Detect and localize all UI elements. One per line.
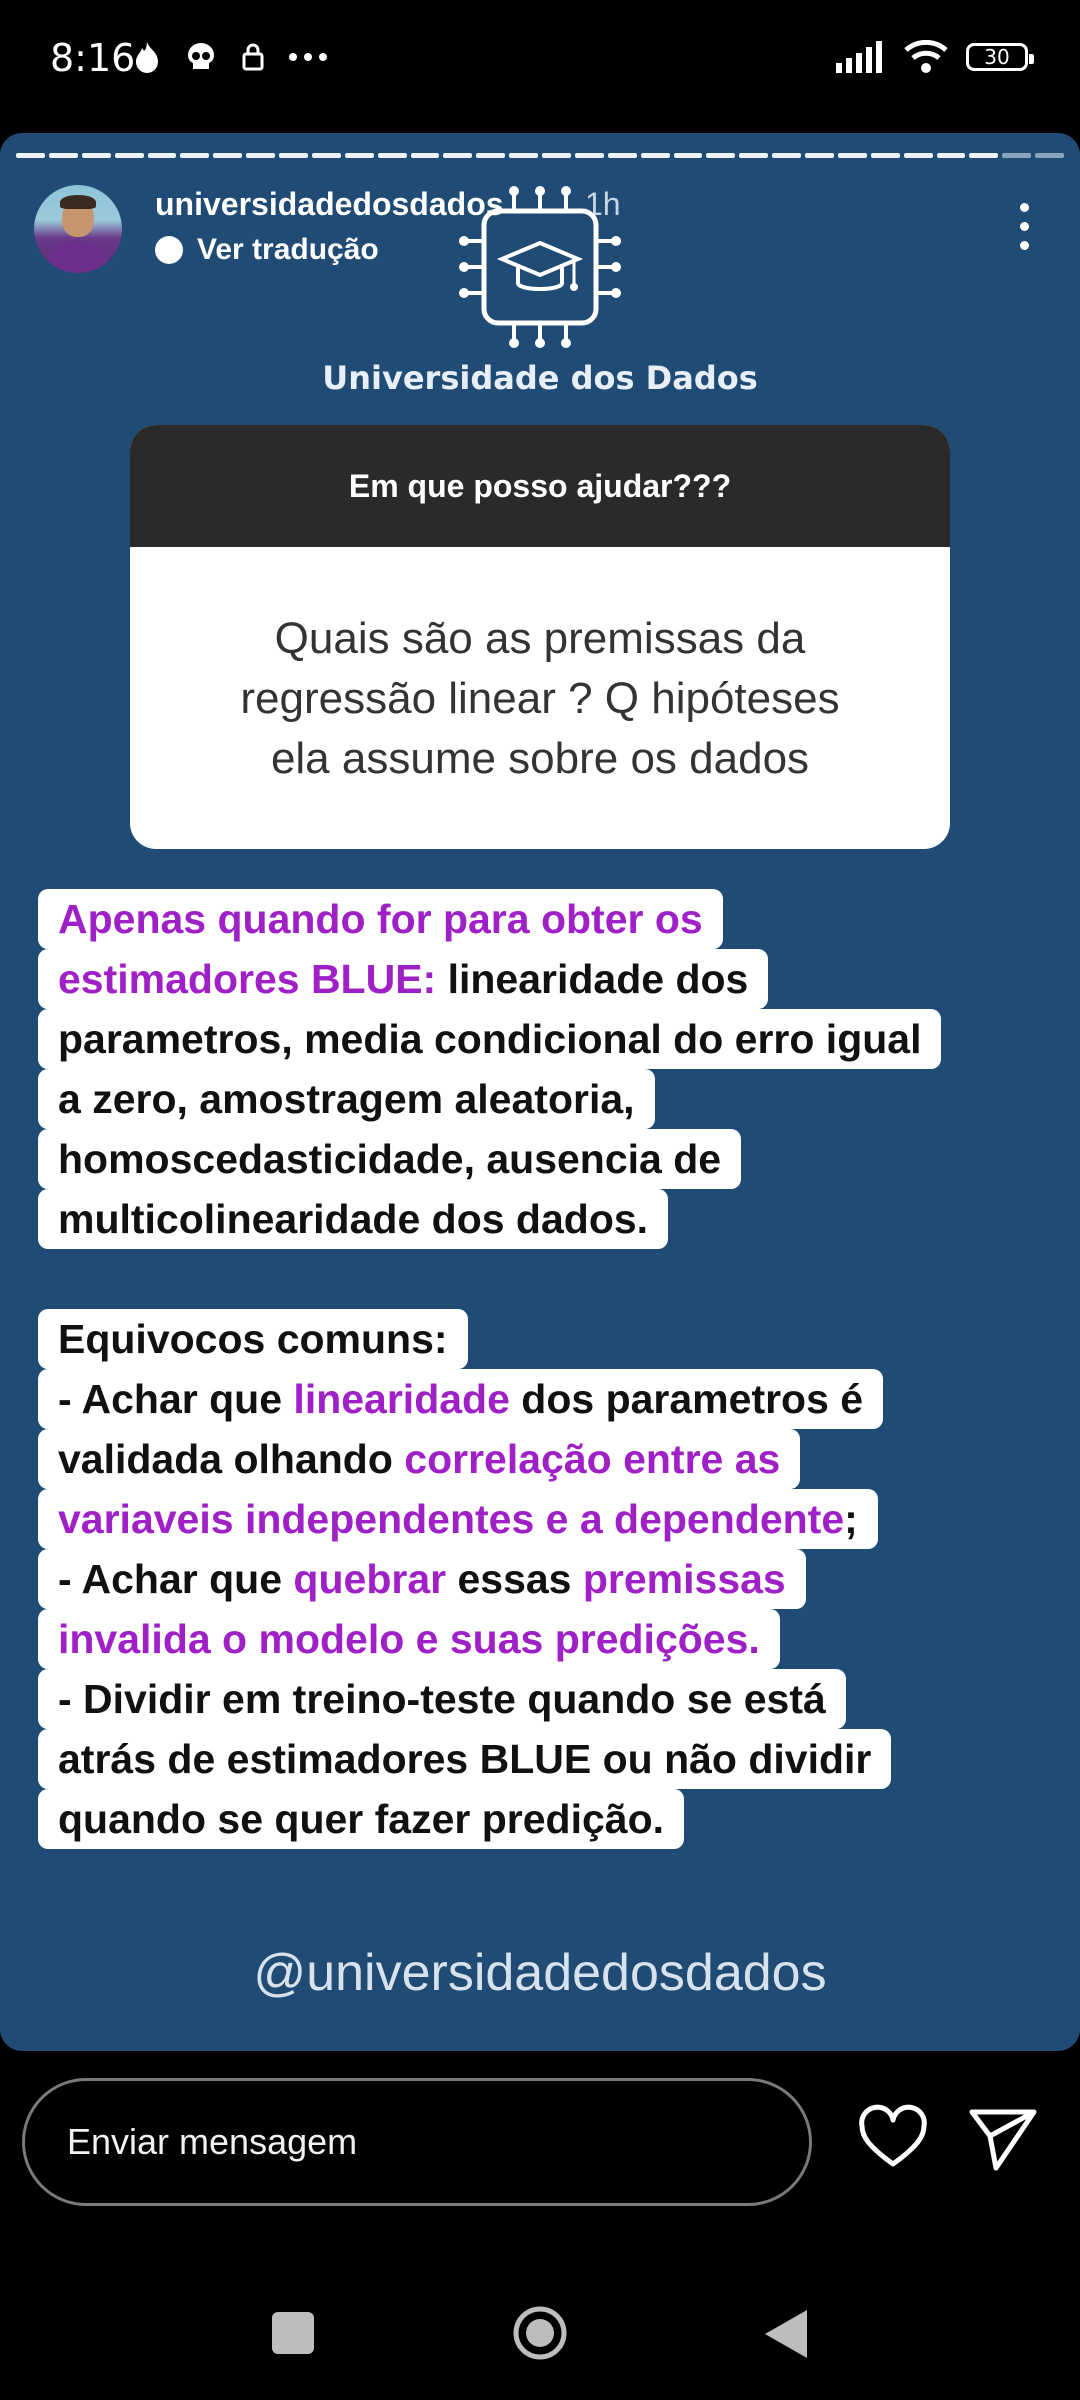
question-text: Quais são as premissas da regressão linear ? Q hipóteses ela assume sobre os dados (240, 614, 840, 783)
system-navigation-bar (0, 2300, 1080, 2380)
flame-icon (132, 40, 162, 74)
status-icons-left (132, 40, 328, 74)
graduation-chip-logo-icon (456, 183, 624, 351)
status-time: 8:16 (50, 36, 136, 80)
brand-name: Universidade dos Dados (322, 359, 758, 397)
question-prompt: Em que posso ajudar??? (130, 425, 950, 547)
more-options-icon[interactable] (1020, 203, 1030, 250)
story-progress-bar (16, 153, 1064, 159)
answer-text-block-2: Equivocos comuns: - Achar que linearidade dos parametros é validada olhando correlação entre as variaveis independentes e a dependente; - Achar que quebrar essas premissas invalida o modelo e suas predições. - Dividir em treino-teste quando se está atrás de estimadores BLUE ou não dividir quando se quer fazer predição. (38, 1309, 1048, 1849)
translate-icon (155, 236, 183, 264)
question-sticker[interactable] (130, 425, 950, 849)
answer-text-block-1: Apenas quando for para obter os estimadores BLUE: linearidade dos parametros, media condicional do erro igual a zero, amostragem aleatoria, homoscedasticidade, ausencia de multicolinearidade dos dados. (38, 889, 1048, 1249)
back-button[interactable] (763, 2308, 809, 2360)
battery-level: 30 (984, 45, 1010, 69)
wifi-icon (904, 40, 948, 74)
status-bar (0, 0, 1080, 125)
heart-icon[interactable] (858, 2104, 928, 2174)
story-handle: @universidadedosdados (253, 1944, 827, 2002)
see-translation-button[interactable] (155, 233, 379, 267)
story-username[interactable]: universidadedosdados (155, 186, 504, 222)
see-translation-label: Ver tradução (197, 233, 379, 266)
skull-icon (184, 40, 218, 74)
send-message-placeholder: Enviar mensagem (67, 2121, 358, 2162)
recent-apps-button[interactable] (272, 2312, 314, 2354)
signal-icon (836, 41, 886, 73)
send-icon[interactable] (968, 2104, 1038, 2174)
avatar[interactable] (34, 185, 122, 273)
lock-icon (240, 42, 266, 72)
send-message-input[interactable] (22, 2078, 812, 2206)
story-card[interactable] (0, 133, 1080, 2051)
status-icons-right (836, 40, 1028, 74)
battery-icon (966, 43, 1028, 71)
home-button[interactable] (512, 2305, 568, 2361)
more-notifications-icon (288, 52, 328, 62)
story-time-ago: 1h (585, 186, 621, 222)
